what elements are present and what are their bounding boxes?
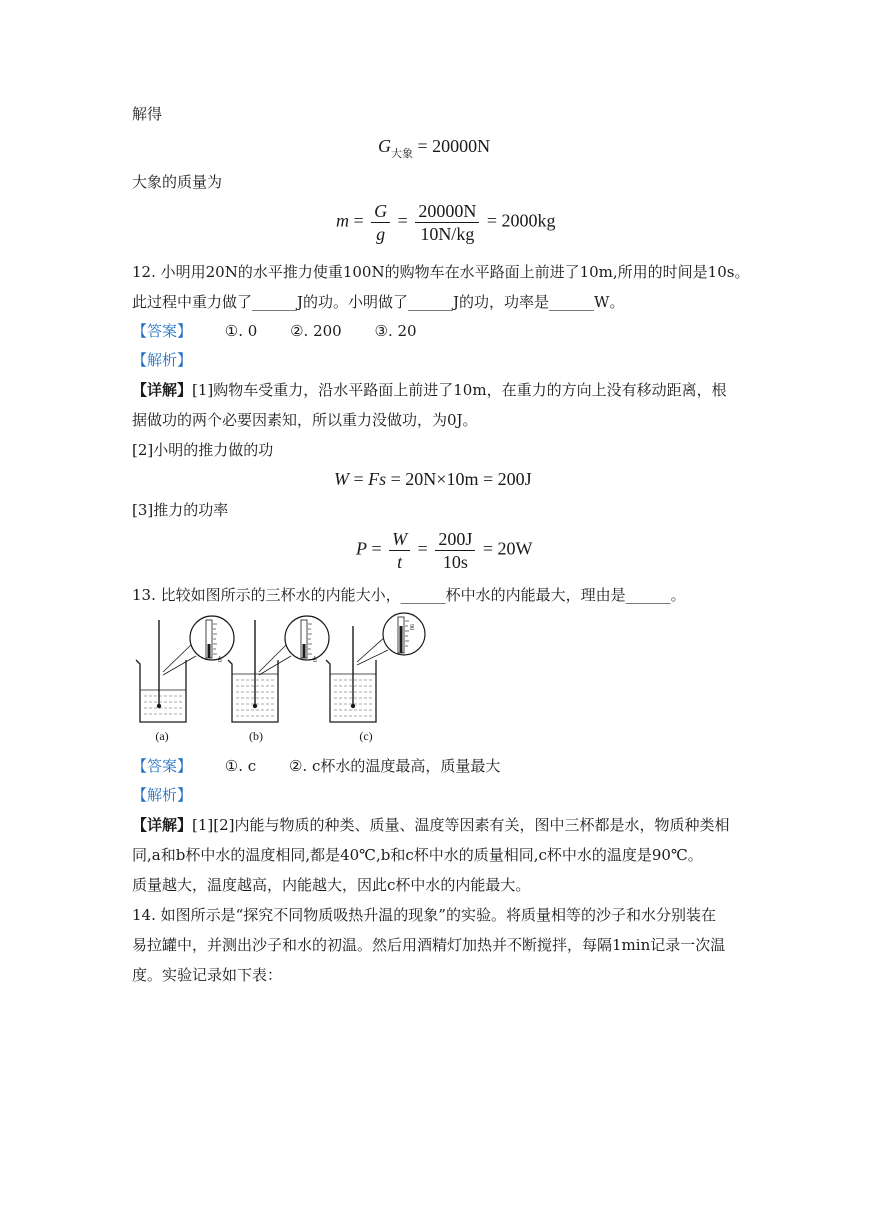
beaker-c <box>326 613 425 743</box>
detail-13-line2: 同,a和b杯中水的温度相同,都是40℃,b和c杯中水的质量相同,c杯中水的温度是90℃。 <box>132 846 703 864</box>
answer-tag: 【答案】 <box>132 322 193 340</box>
text-mass-intro: 大象的质量为 <box>132 173 223 191</box>
equation-power: P = $\frac{W}{t}$ = $\frac{200J}{10s}$ = 20W <box>356 529 533 572</box>
detail-12-line2: 据做功的两个必要因素知，所以重力没做功，为0J。 <box>132 411 478 429</box>
tick-label-a: 40 <box>216 656 222 662</box>
analysis-tag-12: 【解析】 <box>132 351 193 369</box>
question-14-line3: 度。实验记录如下表： <box>132 966 283 984</box>
beaker-a <box>136 616 234 743</box>
answer-13: 【答案】 ①. c ②. c杯水的温度最高，质量最大 <box>132 757 501 775</box>
fraction-numeric: $\frac{20000N}{10N/kg}$ <box>415 200 479 245</box>
fraction-power-numeric: $\frac{200J}{10s}$ <box>435 528 475 573</box>
tick-label-c: 90 <box>408 624 414 630</box>
answer-tag: 【答案】 <box>132 757 193 775</box>
answer-12: 【答案】 ①. 0 ②. 200 ③. 20 <box>132 322 417 340</box>
equation-elephant-mass: m = $\frac{G}{g}$ = $\frac{20000N}{10N/kg}$ = 2000kg <box>336 201 556 244</box>
detail-13-line3: 质量越大，温度越高，内能越大，因此c杯中水的内能最大。 <box>132 876 531 894</box>
label-b: (b) <box>249 729 263 743</box>
detail-13-line1: 【详解】[1][2]内能与物质的种类、质量、温度等因素有关，图中三杯都是水，物质种类相 <box>132 816 730 834</box>
label-c: (c) <box>359 729 373 743</box>
label-a: (a) <box>155 729 169 743</box>
fraction-W-over-t: $\frac{W}{t}$ <box>389 528 410 573</box>
tick-label-b: 40 <box>311 656 317 662</box>
beakers-figure <box>132 612 432 746</box>
question-12-line1: 12. 小明用20N的水平推力使重100N的购物车在水平路面上前进了10m,所用的时间是10s。 <box>132 263 750 281</box>
equation-work: W = Fs = 20N×10m = 200J <box>334 469 532 489</box>
analysis-tag-13: 【解析】 <box>132 786 193 804</box>
fraction-G-over-g: $\frac{G}{g}$ <box>371 200 390 245</box>
beaker-b <box>228 616 329 743</box>
question-12-line2: 此过程中重力做了______J的功。小明做了______J的功，功率是______W。 <box>132 293 625 311</box>
question-14-line2: 易拉罐中，并测出沙子和水的初温。然后用酒精灯加热并不断搅拌，每隔1min记录一次温 <box>132 936 726 954</box>
detail-12-line1: 【详解】[1]购物车受重力，沿水平路面上前进了10m，在重力的方向上没有移动距离，根 <box>132 381 727 399</box>
question-14-line1: 14. 如图所示是“探究不同物质吸热升温的现象”的实验。将质量相等的沙子和水分别装在 <box>132 906 716 924</box>
text-solve: 解得 <box>132 105 163 123</box>
equation-elephant-weight: $G_{大象} = 20000N$ <box>378 136 491 160</box>
question-13: 13. 比较如图所示的三杯水的内能大小，______杯中水的内能最大，理由是______。 <box>132 586 686 604</box>
detail-12-line4: [3]推力的功率 <box>132 501 229 519</box>
detail-12-line3: [2]小明的推力做的功 <box>132 441 274 459</box>
